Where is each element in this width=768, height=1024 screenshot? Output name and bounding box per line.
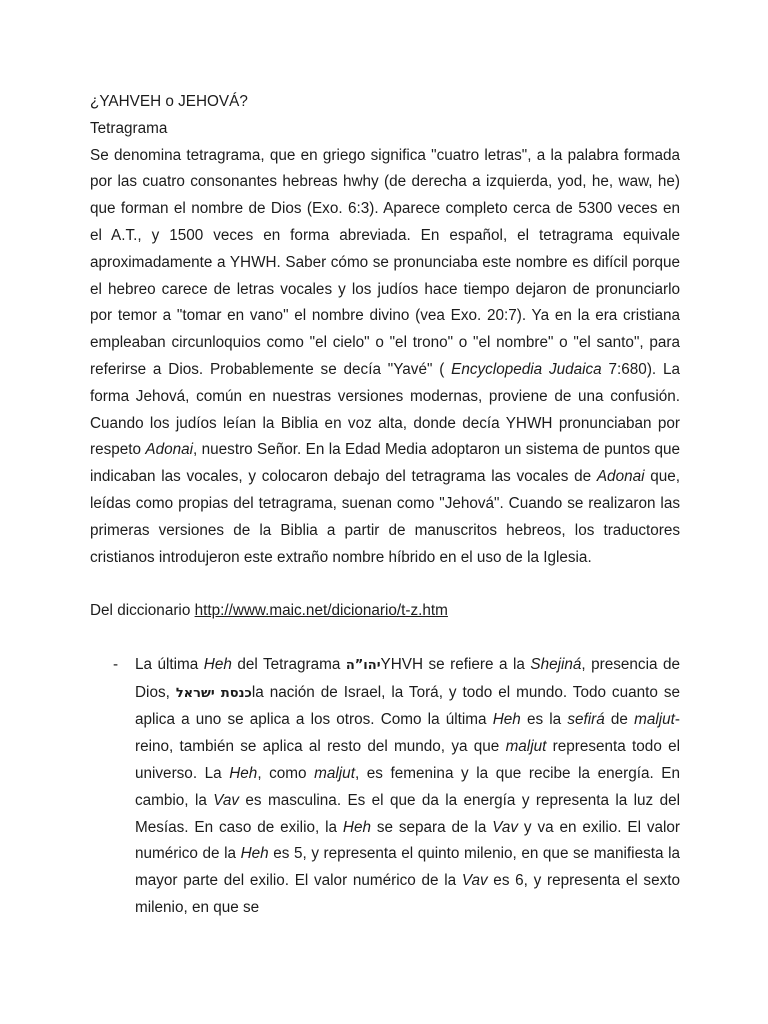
list-italic-text: Vav: [492, 818, 519, 836]
list-italic-text: Vav: [461, 872, 488, 890]
list-italic-text: maljut: [505, 738, 547, 756]
paragraph-text: que, leídas como propias del tetragrama, suenan como "Jehová". Cuando se realizaron las primeras versiones de la Biblia a partir de manuscritos hebreos, los traductores cristianos introdujeron este extraño nombre híbrido en el uso de la Iglesia.: [90, 468, 680, 566]
list-italic-text: maljut: [634, 711, 675, 729]
list-text: , como: [257, 764, 315, 782]
document-title: ¿YAHVEH o JEHOVÁ?: [90, 93, 248, 110]
dictionary-link[interactable]: http://www.maic.net/dicionario/t-z.htm: [194, 602, 448, 620]
list-text: del Tetragrama: [231, 655, 346, 673]
source-prefix: Del diccionario: [90, 602, 195, 620]
tetragrama-paragraph: [90, 143, 680, 572]
list-italic-text: sefirá: [567, 711, 605, 729]
paragraph-spacer: [90, 625, 680, 652]
list-text: YHVH se refiere a la: [380, 655, 531, 673]
document-subtitle: Tetragrama: [90, 119, 168, 137]
list-text: es masculina. Es el que da la energía y representa la luz del Mesías. En caso de exilio, la: [135, 791, 680, 836]
list-text: es la: [520, 711, 568, 729]
paragraph-text: , nuestro Señor. En la Edad Media adoptaron un sistema de puntos que indicaban las vocales, y colocaron debajo del tetragrama las vocales de: [90, 441, 680, 486]
list-italic-text: Heh: [240, 845, 269, 863]
list-text: es 6, y representa el sexto milenio, en que se: [135, 872, 680, 916]
paragraph-italic-text: Adonai: [145, 441, 194, 459]
list-italic-text: Shejiná: [530, 655, 582, 673]
bullet-list: [90, 652, 680, 922]
list-text: de: [604, 711, 635, 729]
list-text: -reino, también se aplica al resto del mundo, ya que: [135, 711, 680, 756]
list-text: la nación de Israel, la Torá, y todo el mundo. Todo cuanto se aplica a uno se aplica a los otros. Como la última: [135, 683, 680, 729]
list-italic-text: Heh: [492, 711, 521, 729]
list-italic-text: Heh: [342, 818, 371, 836]
paragraph-text: Se denomina tetragrama, que en griego significa "cuatro letras", a la palabra formada por las cuatro consonantes hebreas hwhy (de derecha a izquierda, yod, he, waw, he) que forman el nombre de Dios (Exo. 6:3). Aparece completo cerca de 5300 veces en el A.T., y 1500 veces en forma abreviada. En español, el tetragrama equivale aproximadamente a YHWH. Saber cómo se pronunciaba este nombre es difícil porque el hebreo carece de letras vocales y los judíos hace tiempo dejaron de pronunciarlo por temor a "tomar en vano" el nombre divino (vea Exo. 20:7). Ya en la era cristiana empleaban circunloquios como "el cielo" o "el trono" o "el nombre" o "el santo", para referirse a Dios. Probablemente se decía "Yavé" (: [90, 146, 680, 378]
hebrew-knesset-israel: כנסת ישראל: [175, 685, 252, 701]
list-italic-text: Vav: [213, 791, 240, 809]
list-text: representa todo el universo. La: [135, 738, 680, 782]
list-text: y va en exilio. El valor numérico de la: [135, 818, 681, 863]
hebrew-tetragram: יהו”ה: [345, 657, 381, 673]
paragraph-italic-text: Encyclopedia Judaica: [451, 360, 602, 378]
list-text: es 5, y representa el quinto milenio, en que se manifiesta la mayor parte del exilio. El valor numérico de la: [135, 845, 680, 890]
paragraph-italic-text: Adonai: [596, 468, 645, 486]
paragraph-spacer: [90, 571, 680, 598]
list-italic-text: Heh: [229, 764, 258, 782]
paragraph-text: 7:680). La forma Jehová, común en nuestras versiones modernas, proviene de una confusión. Cuando los judíos leían la Biblia en voz alta, donde decía YHWH pronunciaban por respeto: [90, 360, 681, 459]
list-italic-text: maljut: [314, 764, 355, 782]
dash-bullet: -: [113, 655, 119, 673]
list-italic-text: Heh: [203, 655, 232, 673]
list-text: se separa de la: [370, 818, 493, 836]
source-line: [90, 598, 680, 625]
list-item: [90, 652, 680, 922]
list-text: La última: [135, 655, 204, 673]
list-text: , es femenina y la que recibe la energía. En cambio, la: [135, 764, 680, 809]
list-text: , presencia de Dios,: [135, 655, 680, 701]
